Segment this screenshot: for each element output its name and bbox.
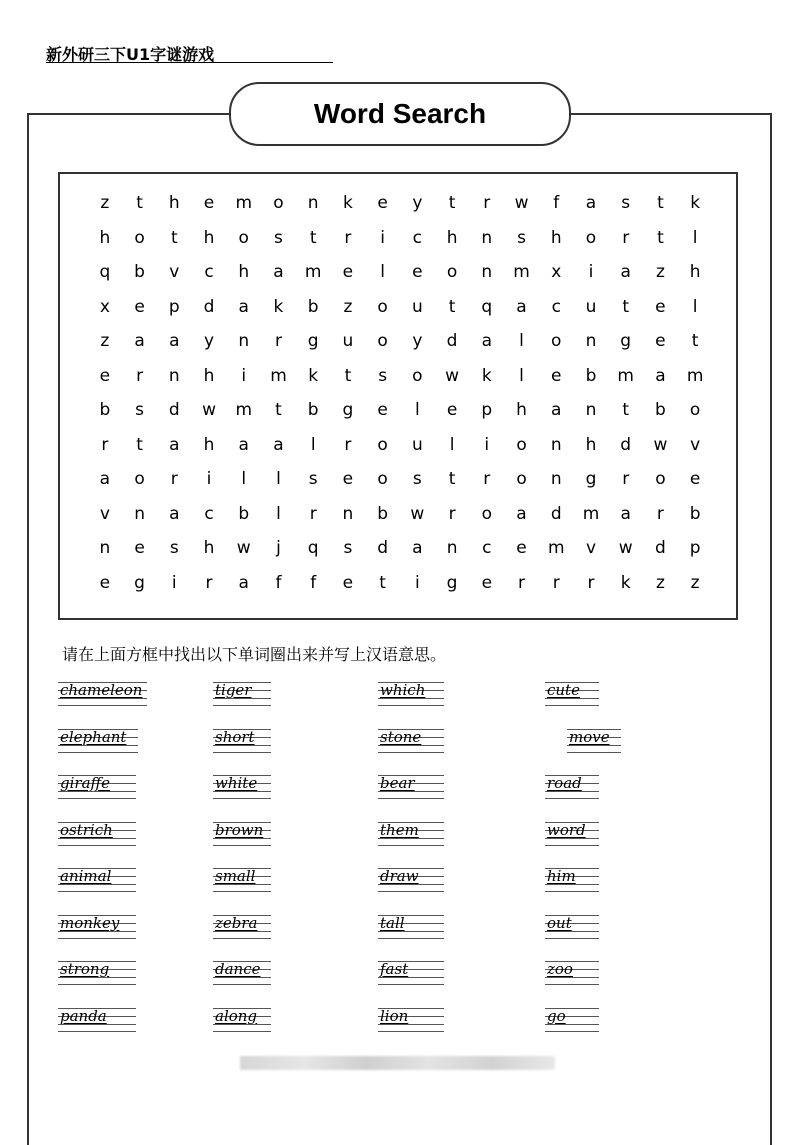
grid-letter[interactable]: k — [273, 296, 285, 317]
grid-letter[interactable]: n — [481, 227, 494, 248]
grid-letter[interactable]: l — [519, 331, 525, 352]
grid-letter[interactable]: e — [551, 365, 563, 386]
grid-letter[interactable]: h — [446, 227, 459, 248]
grid-letter[interactable]: b — [585, 365, 598, 386]
grid-letter[interactable]: s — [517, 227, 527, 248]
grid-letter[interactable]: t — [691, 331, 700, 352]
grid-letter[interactable]: o — [377, 434, 389, 455]
word-entry — [58, 818, 208, 848]
grid-letter[interactable]: o — [585, 227, 598, 248]
word-entry — [545, 864, 695, 894]
grid-letter[interactable]: t — [136, 434, 144, 455]
grid-letter[interactable]: h — [585, 434, 598, 455]
grid-letter[interactable]: h — [689, 262, 702, 283]
grid-letter[interactable]: a — [169, 503, 181, 524]
grid-letter[interactable]: o — [481, 503, 493, 524]
word-text: along — [215, 1006, 258, 1025]
grid-letter[interactable]: m — [270, 365, 288, 386]
grid-letter[interactable]: a — [238, 434, 250, 455]
grid-letter[interactable]: e — [412, 262, 424, 283]
grid-letter[interactable]: k — [481, 365, 493, 386]
grid-letter[interactable]: h — [203, 434, 216, 455]
grid-letter[interactable]: w — [445, 365, 461, 386]
grid-letter[interactable]: n — [585, 400, 598, 421]
grid-letter[interactable]: l — [519, 365, 525, 386]
grid-letter[interactable]: n — [134, 503, 146, 524]
grid-letter[interactable]: l — [380, 262, 386, 283]
grid-letter[interactable]: r — [205, 572, 214, 593]
grid-letter[interactable]: z — [100, 331, 111, 352]
grid-letter[interactable]: l — [276, 503, 282, 524]
grid-letter[interactable]: b — [307, 296, 320, 317]
grid-letter[interactable]: p — [168, 296, 181, 317]
grid-letter[interactable]: i — [380, 227, 386, 248]
word-entry — [58, 771, 208, 801]
grid-letter[interactable]: p — [689, 538, 702, 559]
grid-letter[interactable]: k — [620, 572, 632, 593]
grid-letter[interactable]: s — [412, 469, 423, 490]
grid-letter[interactable]: e — [342, 262, 355, 283]
grid-letter[interactable]: l — [692, 296, 699, 317]
grid-letter[interactable]: e — [655, 331, 667, 352]
grid-letter[interactable]: f — [310, 572, 318, 593]
word-entry — [378, 818, 528, 848]
grid-letter[interactable]: r — [309, 503, 318, 524]
grid-letter[interactable]: i — [206, 469, 213, 490]
grid-letter[interactable]: w — [514, 193, 530, 214]
grid-letter[interactable]: w — [236, 538, 252, 559]
grid-letter[interactable]: e — [377, 193, 389, 214]
grid-letter[interactable]: e — [481, 572, 494, 593]
word-text: out — [547, 913, 572, 932]
word-entry — [545, 1004, 695, 1034]
grid-letter[interactable]: a — [99, 469, 112, 490]
grid-letter[interactable]: e — [377, 400, 389, 421]
grid-letter[interactable]: n — [168, 365, 181, 386]
grid-letter[interactable]: o — [689, 400, 702, 421]
title-underline — [46, 62, 333, 63]
word-text: zebra — [215, 913, 258, 932]
grid-letter[interactable]: z — [655, 262, 666, 283]
grid-letter[interactable]: s — [169, 538, 180, 559]
grid-letter[interactable]: t — [309, 227, 318, 248]
grid-letter[interactable]: y — [203, 331, 216, 352]
word-text: strong — [60, 960, 110, 978]
grid-letter[interactable]: n — [550, 469, 563, 490]
grid-letter[interactable]: i — [484, 434, 491, 455]
grid-letter[interactable]: o — [134, 227, 146, 248]
grid-letter[interactable]: r — [344, 434, 353, 455]
word-text: word — [547, 820, 586, 839]
grid-letter[interactable]: d — [446, 331, 459, 352]
grid-letter[interactable]: e — [203, 193, 216, 214]
word-text: ostrich — [60, 820, 113, 839]
grid-letter[interactable]: o — [446, 262, 459, 283]
grid-letter[interactable]: p — [481, 400, 494, 421]
grid-letter[interactable]: r — [483, 193, 492, 214]
grid-letter[interactable]: h — [203, 365, 216, 386]
grid-letter[interactable]: r — [448, 503, 457, 524]
grid-letter[interactable]: t — [448, 469, 457, 490]
word-text: which — [380, 681, 426, 699]
grid-letter[interactable]: o — [551, 331, 563, 352]
word-text: chameleon — [60, 681, 143, 699]
grid-letter[interactable]: a — [238, 572, 250, 593]
word-entry — [545, 818, 695, 848]
grid-letter[interactable]: q — [307, 538, 320, 559]
grid-letter[interactable]: r — [552, 572, 561, 593]
word-text: zoo — [547, 960, 573, 978]
word-text: white — [215, 774, 258, 792]
grid-letter[interactable]: b — [689, 503, 702, 524]
grid-letter[interactable]: u — [342, 331, 355, 352]
grid-letter[interactable]: m — [304, 262, 323, 283]
grid-letter[interactable]: l — [414, 400, 421, 421]
word-entry — [213, 911, 363, 941]
word-entry — [545, 911, 695, 941]
grid-letter[interactable]: t — [170, 227, 179, 248]
grid-letter[interactable]: r — [483, 469, 492, 490]
grid-letter[interactable]: n — [550, 434, 563, 455]
grid-letter[interactable]: a — [134, 331, 146, 352]
grid-letter[interactable]: n — [307, 193, 320, 214]
grid-letter[interactable]: v — [169, 262, 181, 283]
grid-letter[interactable]: o — [516, 469, 528, 490]
grid-letter[interactable]: n — [481, 262, 494, 283]
grid-letter[interactable]: o — [412, 365, 424, 386]
word-text: tall — [380, 913, 405, 932]
word-entry — [378, 678, 528, 708]
grid-letter[interactable]: b — [307, 400, 320, 421]
word-text: tiger — [215, 681, 252, 699]
word-entry — [545, 771, 695, 801]
grid-letter[interactable]: h — [203, 227, 216, 248]
word-text: road — [547, 774, 582, 792]
grid-letter[interactable]: o — [377, 331, 389, 352]
grid-letter[interactable]: t — [136, 193, 144, 214]
word-entry — [378, 864, 528, 894]
grid-letter[interactable]: m — [235, 400, 254, 421]
grid-letter[interactable]: t — [379, 572, 387, 593]
grid-letter[interactable]: r — [136, 365, 145, 386]
grid-letter[interactable]: k — [308, 365, 320, 386]
grid-letter[interactable]: o — [655, 469, 667, 490]
word-text: go — [547, 1006, 566, 1025]
grid-letter[interactable]: y — [412, 193, 424, 214]
grid-letter[interactable]: u — [585, 296, 598, 317]
grid-letter[interactable]: h — [168, 193, 181, 214]
grid-letter[interactable]: e — [342, 572, 355, 593]
grid-letter[interactable]: i — [171, 572, 178, 593]
grid-letter[interactable]: m — [617, 365, 635, 386]
grid-letter[interactable]: a — [620, 503, 632, 524]
word-text: cute — [547, 681, 580, 699]
grid-letter[interactable]: o — [134, 469, 146, 490]
word-text: animal — [60, 867, 112, 885]
word-entry — [58, 957, 208, 987]
word-text: draw — [380, 867, 419, 885]
grid-letter[interactable]: g — [446, 572, 459, 593]
grid-letter[interactable]: n — [585, 331, 598, 352]
word-entry — [58, 678, 208, 708]
grid-letter[interactable]: e — [689, 469, 702, 490]
grid-letter[interactable]: x — [551, 262, 563, 283]
grid-letter[interactable]: z — [655, 572, 666, 593]
grid-letter[interactable]: h — [99, 227, 112, 248]
grid-letter[interactable]: e — [516, 538, 528, 559]
grid-letter[interactable]: v — [690, 434, 702, 455]
grid-letter[interactable]: d — [655, 538, 667, 559]
grid-letter[interactable]: e — [342, 469, 355, 490]
grid-letter[interactable]: n — [342, 503, 355, 524]
grid-letter[interactable]: t — [448, 193, 457, 214]
word-entry — [58, 1004, 208, 1034]
grid-letter[interactable]: z — [690, 572, 701, 593]
grid-letter[interactable]: t — [657, 193, 665, 214]
grid-letter[interactable]: e — [99, 572, 112, 593]
grid-letter[interactable]: v — [585, 538, 597, 559]
grid-letter[interactable]: m — [513, 262, 531, 283]
grid-letter[interactable]: r — [518, 572, 527, 593]
grid-letter[interactable]: o — [377, 296, 389, 317]
word-text: stone — [380, 727, 422, 746]
grid-letter[interactable]: r — [622, 469, 631, 490]
word-text: monkey — [60, 913, 120, 932]
grid-letter[interactable]: a — [238, 296, 250, 317]
document-title: 新外研三下U1字谜游戏 — [46, 45, 215, 64]
grid-letter[interactable]: r — [587, 572, 596, 593]
grid-letter[interactable]: r — [656, 503, 665, 524]
grid-letter[interactable]: r — [622, 227, 631, 248]
title-banner — [229, 82, 571, 146]
grid-letter[interactable]: w — [653, 434, 669, 455]
grid-letter[interactable]: d — [550, 503, 563, 524]
grid-letter[interactable]: a — [655, 365, 667, 386]
grid-letter[interactable]: h — [550, 227, 563, 248]
grid-letter[interactable]: l — [276, 469, 282, 490]
grid-letter[interactable]: k — [690, 193, 702, 214]
grid-letter[interactable]: g — [585, 469, 598, 490]
grid-letter[interactable]: t — [622, 400, 631, 421]
word-text: giraffe — [60, 774, 111, 792]
grid-letter[interactable]: e — [134, 538, 146, 559]
letter-grid — [88, 186, 713, 600]
grid-letter[interactable]: b — [99, 400, 112, 421]
grid-letter[interactable]: a — [273, 434, 285, 455]
grid-letter[interactable]: i — [588, 262, 595, 283]
grid-letter[interactable]: o — [516, 434, 528, 455]
word-text: him — [547, 867, 576, 885]
word-text: panda — [60, 1006, 107, 1025]
grid-letter[interactable]: r — [274, 331, 283, 352]
grid-letter[interactable]: h — [516, 400, 528, 421]
grid-letter[interactable]: e — [134, 296, 146, 317]
word-entry — [58, 864, 208, 894]
grid-letter[interactable]: q — [481, 296, 494, 317]
grid-letter[interactable]: c — [482, 538, 493, 559]
grid-letter[interactable]: s — [135, 400, 145, 421]
word-text: elephant — [60, 727, 127, 746]
grid-letter[interactable]: z — [100, 193, 111, 214]
grid-letter[interactable]: v — [99, 503, 111, 524]
grid-letter[interactable]: l — [692, 227, 699, 248]
word-text: move — [569, 727, 610, 746]
grid-letter[interactable]: u — [411, 296, 424, 317]
grid-letter[interactable]: c — [551, 296, 562, 317]
grid-letter[interactable]: w — [618, 538, 634, 559]
grid-letter[interactable]: g — [134, 572, 146, 593]
puzzle-title: Word Search — [313, 98, 487, 129]
word-entry — [567, 725, 717, 755]
grid-letter[interactable]: e — [446, 400, 459, 421]
grid-letter[interactable]: m — [235, 193, 254, 214]
grid-letter[interactable]: l — [449, 434, 456, 455]
word-text: lion — [380, 1006, 409, 1025]
word-entry — [378, 957, 528, 987]
grid-letter[interactable]: s — [343, 538, 354, 559]
grid-letter[interactable]: f — [275, 572, 283, 593]
grid-letter[interactable]: x — [99, 296, 111, 317]
grid-letter[interactable]: c — [412, 227, 424, 248]
grid-letter[interactable]: b — [655, 400, 667, 421]
grid-letter[interactable]: s — [308, 469, 319, 490]
grid-letter[interactable]: o — [238, 227, 250, 248]
grid-letter[interactable]: m — [547, 538, 566, 559]
grid-letter[interactable]: r — [170, 469, 179, 490]
grid-letter[interactable]: s — [378, 365, 389, 386]
grid-letter[interactable]: t — [275, 400, 283, 421]
grid-letter[interactable]: n — [238, 331, 251, 352]
grid-letter[interactable]: e — [99, 365, 112, 386]
grid-letter[interactable]: g — [307, 331, 320, 352]
grid-letter[interactable]: a — [169, 331, 181, 352]
instruction-text: 请在上面方框中找出以下单词圈出来并写上汉语意思。 — [62, 645, 447, 664]
grid-letter[interactable]: a — [412, 538, 424, 559]
grid-letter[interactable]: i — [414, 572, 421, 593]
grid-letter[interactable]: m — [582, 503, 601, 524]
grid-letter[interactable]: j — [276, 538, 282, 559]
word-entry — [378, 1004, 528, 1034]
grid-letter[interactable]: a — [481, 331, 493, 352]
word-text: short — [215, 727, 255, 746]
grid-letter[interactable]: a — [169, 434, 181, 455]
grid-letter[interactable]: l — [241, 469, 248, 490]
grid-letter[interactable]: r — [344, 227, 353, 248]
word-entry — [213, 818, 363, 848]
grid-letter[interactable]: e — [655, 296, 667, 317]
word-entry — [213, 725, 363, 755]
grid-letter[interactable]: a — [620, 262, 632, 283]
grid-letter[interactable]: r — [101, 434, 110, 455]
grid-letter[interactable]: a — [551, 400, 563, 421]
grid-letter[interactable]: a — [273, 262, 285, 283]
word-entry — [378, 911, 528, 941]
word-text: brown — [215, 820, 264, 839]
grid-letter[interactable]: o — [377, 469, 389, 490]
grid-letter[interactable]: y — [412, 331, 424, 352]
grid-letter[interactable]: g — [342, 400, 355, 421]
word-text: small — [215, 867, 256, 885]
word-text: bear — [380, 774, 415, 792]
grid-letter[interactable]: w — [410, 503, 426, 524]
blurred-footer — [240, 1056, 555, 1070]
grid-letter[interactable]: m — [686, 365, 705, 386]
word-entry — [58, 725, 208, 755]
grid-letter[interactable]: n — [446, 538, 459, 559]
word-entry — [58, 911, 208, 941]
word-entry — [213, 771, 363, 801]
word-entry — [213, 678, 363, 708]
grid-letter[interactable]: s — [274, 227, 284, 248]
grid-letter[interactable]: n — [99, 538, 112, 559]
grid-letter[interactable]: o — [273, 193, 285, 214]
grid-letter[interactable]: h — [203, 538, 216, 559]
grid-letter[interactable]: d — [203, 296, 216, 317]
grid-letter[interactable]: d — [168, 400, 181, 421]
grid-letter[interactable]: l — [310, 434, 317, 455]
grid-letter[interactable]: t — [344, 365, 353, 386]
word-text: fast — [380, 960, 409, 978]
grid-letter[interactable]: t — [448, 296, 457, 317]
grid-letter[interactable]: c — [204, 503, 215, 524]
grid-letter[interactable]: w — [202, 400, 217, 421]
grid-letter[interactable]: b — [134, 262, 146, 283]
word-text: them — [380, 820, 419, 839]
grid-letter[interactable]: q — [99, 262, 112, 283]
grid-letter[interactable]: i — [241, 365, 248, 386]
grid-letter[interactable]: z — [343, 296, 354, 317]
word-entry — [378, 771, 528, 801]
word-entry — [213, 864, 363, 894]
word-text: dance — [215, 960, 261, 978]
grid-letter[interactable]: a — [516, 296, 528, 317]
grid-letter[interactable]: f — [553, 193, 561, 214]
word-entry — [213, 1004, 363, 1034]
word-entry — [378, 725, 528, 755]
word-entry — [545, 957, 695, 987]
word-entry — [213, 957, 363, 987]
grid-letter[interactable]: k — [342, 193, 354, 214]
grid-letter[interactable]: t — [657, 227, 665, 248]
grid-letter[interactable]: h — [238, 262, 251, 283]
grid-letter[interactable]: u — [411, 434, 424, 455]
grid-letter[interactable]: a — [516, 503, 528, 524]
grid-letter[interactable]: a — [585, 193, 598, 214]
grid-letter[interactable]: t — [622, 296, 631, 317]
grid-letter[interactable]: c — [204, 262, 215, 283]
word-entry — [545, 678, 695, 708]
grid-letter[interactable]: s — [621, 193, 632, 214]
grid-letter[interactable]: b — [377, 503, 390, 524]
grid-letter[interactable]: g — [620, 331, 633, 352]
word-list — [58, 678, 758, 1024]
grid-letter[interactable]: b — [238, 503, 251, 524]
grid-letter[interactable]: d — [377, 538, 390, 559]
grid-letter[interactable]: d — [620, 434, 633, 455]
